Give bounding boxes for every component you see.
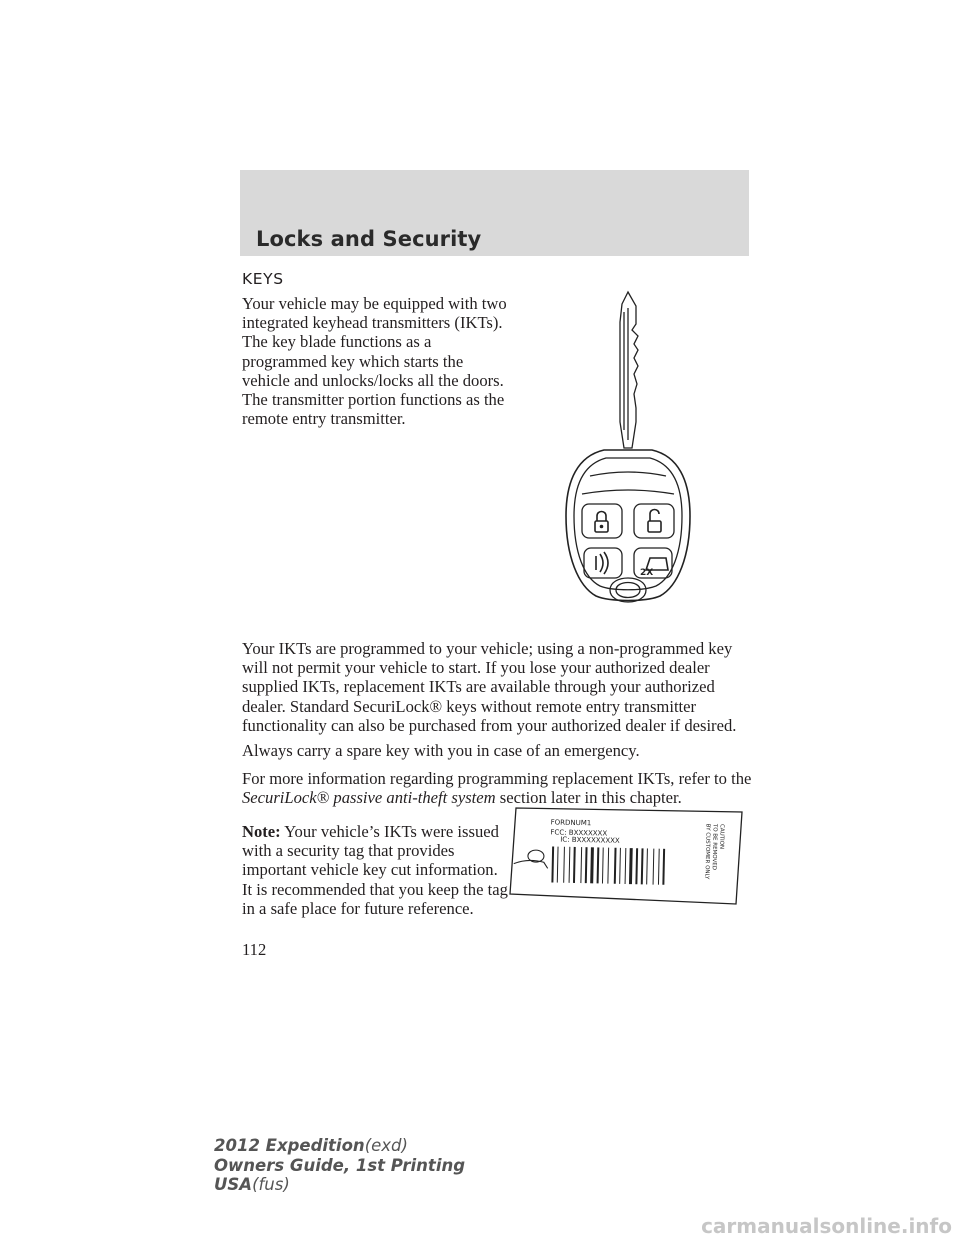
document-footer: [214, 1136, 465, 1195]
integrated-keyhead-transmitter-illustration: [560, 290, 696, 618]
keys-intro-paragraph: Your vehicle may be equipped with two integrated keyhead transmitters (IKTs). The key blade functions as a programmed key which starts the vehicle and unlocks/locks all the doors. The transmitter portion functions as the remote entry transmitter.: [242, 294, 507, 429]
more-info-suffix: section later in this chapter.: [495, 788, 682, 808]
ikt-programming-paragraph: Your IKTs are programmed to your vehicle; using a non-programmed key will not permit your vehicle to start. If you lose your authorized dealer supplied IKTs, replacement IKTs are available through your authorized dealer. Standard SecuriLock® keys without remote entry transmitter functionality can also be purchased from your authorized dealer if desired.: [242, 639, 737, 735]
footer-region-code: (fus): [252, 1175, 290, 1194]
tag-line-3: IC: BXXXXXXXXX: [560, 835, 620, 845]
tag-line-1: FORDNUM1: [550, 818, 592, 828]
key-button-badge: 2X: [640, 568, 654, 578]
tag-line-2: FCC: BXXXXXXX: [550, 828, 608, 838]
footer-model-line: [214, 1136, 465, 1156]
tag-caution-2: TO BE REMOVED: [710, 823, 718, 871]
footer-region: USA: [214, 1175, 253, 1194]
note-text: Your vehicle’s IKTs were issued with a security tag that provides important vehicle key cut information. It is recommended that you keep the tag in a safe place for future reference.: [242, 822, 508, 918]
footer-guide: Owners Guide, 1st Printing: [214, 1155, 466, 1175]
spare-key-paragraph: Always carry a spare key with you in case of an emergency.: [242, 741, 640, 760]
security-tag-illustration: [508, 802, 744, 906]
security-tag-note: [242, 822, 512, 918]
tag-caution-3: BY CUSTOMER ONLY: [703, 823, 711, 880]
page-number: 112: [242, 940, 267, 959]
securilock-reference: SecuriLock® passive anti-theft system: [242, 788, 496, 808]
footer-model-code: (exd): [364, 1136, 408, 1155]
keys-heading: KEYS: [242, 270, 284, 288]
tag-caution-1: CAUTION: [718, 823, 725, 850]
footer-model: 2012 Expedition: [214, 1136, 365, 1155]
section-header-band: [240, 170, 749, 256]
note-label: Note:: [242, 822, 281, 841]
site-watermark: carmanualsonline.info: [701, 1214, 952, 1238]
section-title: Locks and Security: [256, 227, 482, 251]
more-info-prefix: For more information regarding programming replacement IKTs, refer to the: [242, 769, 752, 788]
footer-region-line: [214, 1175, 465, 1195]
